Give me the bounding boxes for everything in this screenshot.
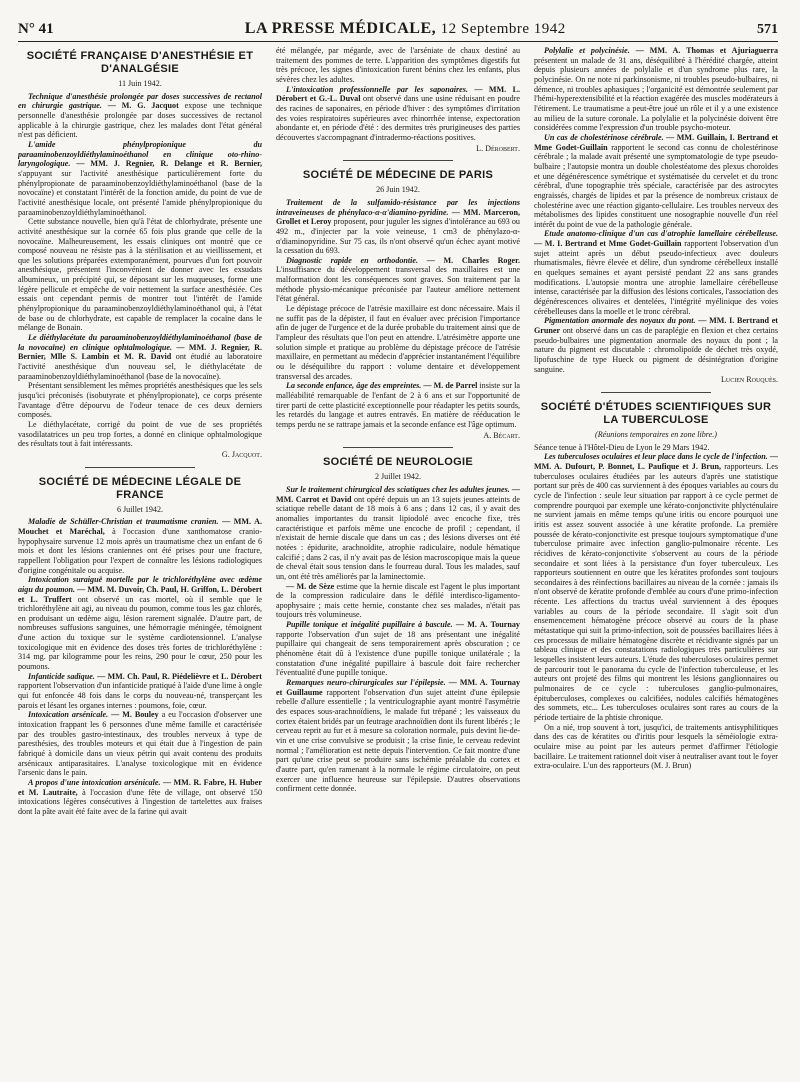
signature: A. Bécart. (483, 430, 520, 440)
paragraph (18, 778, 262, 817)
paragraph (276, 582, 520, 621)
authors: — M. Bouley (108, 710, 159, 720)
paragraph (534, 443, 778, 453)
authors: — MM. A. Dufourt, P. Bonnet, L. Paufique et J. Brun, (534, 452, 778, 471)
paragraph (276, 304, 520, 381)
section-divider (343, 447, 453, 448)
journal-title (245, 20, 566, 38)
communication-title: Pigmentation anormale des noyaux du pont. (544, 316, 696, 326)
communication-title: Un cas de cholestérinose cérébrale. (544, 132, 664, 142)
paragraph-text: expose une technique personnelle d'anesthésie prolongée par doses successives de rectanol applicable à la chirurgie gastrique, chez les malades dont l'état général n'est pas déficient. (18, 101, 262, 140)
paragraph-text: insiste sur la malléabilité remarquable de l'enfant de 2 à 6 ans et sur l'opportunité de tirer parti de cette plasticité exceptionnelle pour réadapter les petits sourds, les retardés du langage et autres entravés. En matière de rééducation le temps perdu ne se rattrape jamais et la seconde enfance est l'âge optimum. (276, 381, 520, 429)
communication-title: A propos d'une intoxication arsénicale. (28, 777, 161, 787)
communication-title: Technique d'anesthésie prolongée par doses successives de rectanol en chirurgie gastrique. (18, 91, 262, 111)
authors: — M. de Parrel (421, 381, 478, 391)
authors: — MM. M. Duvoir, Ch. Paul, H. Griffon, L. Dérobert et L. Truffert (18, 584, 262, 604)
session-note: (Réunions temporaires en zone libre.) (595, 429, 717, 439)
paragraph (18, 92, 262, 140)
session-date: 11 Juin 1942. (118, 79, 162, 88)
communication-title: Infanticide sadique. (28, 671, 95, 681)
column-1 (18, 46, 262, 1076)
paragraph (18, 420, 262, 449)
communication-title: Traitement de la sulfamido-résistance par les injections intraveineuses de phénylaco-α-α'diamino-pyridine. (276, 197, 520, 217)
paragraph-text: ont opéré depuis un an 13 sujets jeunes atteints de sciatique rebelle datant de 18 mois à 6 ans ; dans 12 cas, il y avait des anomalies importantes du transit lipiodolé avec encoche fixe, très caractéristique et parfois même une encoche de profil ; cependant, il n'existait de hernie discale que dans un cas ; des lésions diverses ont été notées : épidurite, arachnoïdite, atrophie radiculaire, nodule hématique calcifié ; dans 2 cas, il n'y avait pas de lésion macroscopique mais la queue de cheval était sous tension dans le fourreau dural. Tous les malades, sauf un, ont été très améliorés par la laminectomie. (276, 494, 520, 581)
paragraph (18, 710, 262, 778)
paragraph (534, 46, 778, 133)
paragraph (276, 85, 520, 143)
paragraph-text: estime que la hernie discale est l'agent le plus important de la compression radiculaire dans le défilé interdisco-ligamento-apophysaire ; mais cette hernie, constante chez ses malades, n'était pas toujours très volumineuse. (276, 581, 520, 620)
communication-title: Le diéthylacétate du paraaminobenzoyldiéthylaminoéthanol (base de la novocaïne) en clinique ophtalmologique. (18, 333, 262, 352)
paragraph (18, 517, 262, 575)
section-divider (343, 160, 453, 161)
paragraph (534, 452, 778, 722)
signature: L. Dérobert. (476, 143, 520, 153)
session-date: 6 Juillet 1942. (116, 504, 164, 514)
communication-title: Pupille tonique et inégalité pupillaire à bascule. (286, 620, 453, 630)
paragraph-text: L'insuffisance du développement transversal des maxillaires est une malformation dont les conséquences sont graves. Son traitement par la méthode physio-mécanique préconisée par l'auteur améliore nettement l'état général. (276, 265, 520, 304)
paragraph (18, 333, 262, 381)
paragraph (18, 381, 262, 420)
authors: — MM. L. Dérobert et G.-L. Duval (276, 84, 520, 104)
column-3 (534, 46, 778, 1076)
authors: — M. G. Jacquot (101, 101, 179, 111)
section-title: SOCIÉTÉ DE NEUROLOGIE (323, 456, 473, 469)
signature: Lucien Rouquès. (720, 375, 778, 385)
paragraph-text: ont observé dans un cas de paraplégie en flexion et chez certains pseudo-bulbaires une pigmentation anormale des noyaux du pont ; la nature du pigment est discutable : chromolipoïde de déchet très oxydé, lipofuschine de type Hueck ou pigment de désintégration d'origine sanguine. (534, 326, 778, 374)
paragraph-text: Cette substance nouvelle, bien qu'à l'état de chlorhydrate, présente une activité anesthésique sur la cornée 65 fois plus grande que celle de la novocaïne. Malheureusement, les essais cliniques ont montré que ce composé nouveau ne résiste pas à la stérilisation et au vieillissement, et que les solutions préparées extemporanément, pourvues d'un fort pouvoir anesthésique, présentent l'inconvénient de donner avec les exsudats albumineux, un précipité qui, se déposant sur les muqueuses, forme une légère pellicule et empêche de voir nettement la surface anesthésiée. Ces essais ont cependant permis de montrer tout l'intérêt de l'amide phénylpropionique du paraaminobenzoyldiéthylaminoéthanol qui, à l'état de base ou de chlorhydrate, est capable de remplacer la cocaïne dans le mélange de Bonain. (18, 217, 262, 333)
communication-title: Polylalie et polycinésie. (544, 46, 630, 55)
paragraph-text: Le diéthylacétate, corrigé du point de vue de ses propriétés vasodilatatrices un peu trop fortes, a donné en clinique ophtalmologique des résultats tout à fait intéressants. (18, 419, 262, 449)
paragraph-text: à l'occasion d'une xanthomatose cranio-hypophysaire survenue 12 mois après un traumatisme chez un enfant de 6 mois et dont les lésions craniennes ont été prises pour une fracture, rappellent l'obligation pour l'expert de connaître les lésions radiologiques d'origine congénitale ou acquise. (18, 526, 262, 575)
communication-title: Les tuberculoses oculaires et leur place dans le cycle de l'infection. (544, 452, 768, 462)
authors: — MM. Marceron, Grollet et Leroy (276, 207, 520, 227)
authors: — MM. R. Fabre, H. Huber et M. Lautraite, (18, 777, 262, 797)
paragraph (18, 672, 262, 711)
paragraph-text: rapporte l'observation d'un sujet de 18 ans présentant une inégalité pupillaire qui changeait de sens temporairement après obscuration ; ce phénomène était dû à l'existence d'une pupille tonique unilatérale ; la constatation d'une inégalité pupillaire à bascule doit faire rechercher l'éventualité d'une pupille tonique. (276, 629, 520, 678)
paragraph-text: ont observé dans une usine réduisant en poudre des racines de saponaires, en période d'hiver : des symptômes d'irritation des voies respiratoires supérieures avec rhinorrhée intense, expectoration abondante et, en période d'été : des dermites très prurigineuses des parties découvertes s'accompagnant d'intradermo-réactions positives. (276, 94, 520, 142)
paragraph (18, 217, 262, 333)
paragraph-text: rapporteurs. Les tuberculoses oculaires étudiées par les auteurs d'après une statistique portant sur près de 400 cas surviennent à des époques variables au cours du cycle de l'infection : seule leur situation par rapport à ce cycle permet de comprendre pourquoi par exemple une kérato-conjonctivite phlycténulaire ne survient jamais en même temps qu'une iritis ou encore pourquoi une iritis est assez souvent associée à une kératite profonde. La première poussée de kérato-conjonctivite est presque toujours symptomatique d'une tuberculose primaire avec infection ganglio-pulmonaire récente. Les récidives de kérato-conjonctivite s'observent au cours de la période secondaire et sont liées à la persistance d'un foyer tuberculeux. Les rapporteurs soutiennent en outre que les kératites profondes sont toujours secondaires à des réinfections bacillaires au niveau de la cornée : jamais ils n'ont observé de kératite profonde d'emblée au cours d'une primo-infection récente. Les affections du tractus uvéal surviennent à des époques variables au cours de la période secondaire. Il s'agit soit d'un ensemencement hématogène précoce observé au cours de la phase métastatique qui suit la primo-infection, soit de poussées bacillaires liées à ces processus de miliaire hématogène discrète et récidivante signés par un tableau clinique et des constatations radiologiques très particulières sur lesquelles insistent leurs auteurs. L'étude des tuberculoses oculaires permet de parcourir tout le panorama du cycle de l'infection tuberculeuse, et les auteurs ont projeté des films qui montrent les lésions ganglionnaires ou pulmonaires de ce cycle : tuberculoses ganglio-pulmonaires, épituberculoses, complexes ou calcifiées, nodules calcifiés hématogènes des sommets, etc... Les tuberculoses oculaires sont rares au cours de la période tertiaire de la phtisie chronique. (534, 461, 778, 722)
paragraph-text: s'appuyant sur l'activité anesthésique particulièrement forte du phénylpropionate de paraaminobenzoyldiéthylaminoéthanol (base de la novocaïne) et constatant l'intérêt de la fonction amide, du point de vue de l'activité anesthésique locale, ont présenté l'amide phénylpropionique du paraaminobenzoyldiéthylaminoéthanol. (18, 168, 262, 217)
paragraph-text: rapportent l'observation d'un sujet atteint après un début pseudo-infectieux avec douleurs rhumatismales, fièvre élevée et délire, d'un syndrome cérébelleux installé en quelques semaines et ayant persisté pendant 22 ans sans grandes modifications. L'autopsie montra une atrophie lamellaire cérébelleuse intense, caractérisée par la diffusion des lésions corticales, l'association des dégénérescences olivaires et dentelées, l'intégrité myélinique des voies cérébelleuses dans la moelle et le tronc cérébral. (534, 239, 778, 316)
paragraph-text: Le dépistage précoce de l'atrésie maxillaire est donc nécessaire. Mais il ne suffit pas de la dépister, il faut en évaluer avec précision l'importance afin de juger de l'urgence et de la durée probable du traitement ainsi que de l'ampleur des résultats que l'on peut en attendre. L'atrésimètre apporte une solution simple et pratique au problème du dépistage précoce de l'atrésie maxillaire, en permettant au médecin d'apprécier instantanément l'équilibre ou le déséquilibre du rapport : volume dentaire et développement transversal des arcades. (276, 304, 520, 381)
paragraph (18, 140, 262, 217)
paragraph (276, 46, 520, 85)
authors: — M. de Sèze (286, 581, 335, 591)
communication-title: Diagnostic rapide en orthodontie. (286, 255, 419, 265)
session-date: 2 Juillet 1942. (374, 472, 422, 482)
communication-title: Etude anatomo-clinique d'un cas d'atrophie lamellaire cérébelleuse. (544, 229, 778, 239)
page-number: 571 (756, 22, 778, 37)
paragraph-text: ont étudié au laboratoire l'activité anesthésique d'un nouveau sel, le diéthylacétate de paraaminobenzoyldiéthylaminoéthanol (base de la novocaïne). (18, 352, 262, 381)
paragraph-text: ont observé un cas mortel, où il semble que le trichloréthylène ait agi, au niveau du poumon, comme tous les gaz chlorés, en produisant un œdème aigu, lésion rarement signalée. D'autre part, de nombreuses suffusions sanguines, une hémorragie méningée, témoignent d'une action du toxique sur le système cardiotensionnel. L'analyse toxicologique mit en évidence des doses très fortes de trichloréthylène : 314 mg. par kilogramme pour les reins, 290 pour le cœur, 250 pour les poumons. (18, 594, 262, 672)
section-divider (601, 392, 711, 393)
authors: — MM. Ch. Paul, R. Piédelièvre et L. Dérobert (94, 671, 262, 681)
paragraph-text: été mélangée, par mégarde, avec de l'arséniate de chaux destiné au traitement des pommes de terre. L'apparition des symptômes digestifs fut très précoce, les signes d'intoxication furent bénins chez les enfants, plus sévères chez les adultes. (276, 46, 520, 84)
section-title: SOCIÉTÉ DE MÉDECINE DE PARIS (302, 169, 494, 182)
paragraph-text: a eu l'occasion d'observer une intoxication frappant les 6 personnes d'une même famille et caractérisée par des troubles gastro-intestinaux, des troubles nerveux à type de paresthésies, des troubles moteurs et qui était due à l'ingestion de pain fabriqué à domicile dans un vieux pétrin qui avait contenu des produits arsénicaux antiparasitaires. L'analyse toxicologique mit en évidence l'arsenic dans le pain. (18, 710, 262, 778)
authors: — MM. J. Regnier, R. Bernier, Mlle S. Lambin et M. R. David (18, 342, 262, 362)
paragraph-text: rapportent le second cas connu de cholestérinose cérébrale ; la malade avait présenté une symptomatologie de type pseudo-bulbaire ; l'autopsie montra un double cholestéatome des plexus choroïdes et une dégénérescence symétrique et systématisée du cervelet et du tronc cérébral, d'une topographie très spéciale, caractérisée par des astrocytes engraissés, chargés de lipides et par la présence de nombreux cristaux de cholestérine avec une réaction giganto-cellulaire. Les troubles nerveux des métabolismes des lipides constituent une nosographie nouvelle d'un réel intérêt du point de vue de la pathologie générale. (534, 142, 778, 229)
paragraph-text: présentent un malade de 31 ans, déséquilibré à l'hérédité chargée, atteint depuis plusieurs années de polylalie et d'un syndrome plus rare, la polycinésie. On ne note ni parkinsonisme, ni troubles pseudo-bulbaires, ni démence, ni troubles aphasiques ; l'organicité est démontrée seulement par l'hémi-hyperextensibilité et la réaction exagérée des muscles modérateurs à l'étirement. Le traumatisme a peut-être joué un rôle et il y a une existence au milieu de la suture coronale. La polylalie et la polycinésie doivent être considérées comme l'expression d'un trouble psycho-moteur. (534, 55, 778, 133)
session-date: 26 Juin 1942. (376, 185, 420, 195)
paragraph (534, 229, 778, 316)
paragraph-text: Présentant sensiblement les mêmes propriétés anesthésiques que les sels jusqu'ici préconisés (isobutyrate et phénylpropionate), ce corps présente l'avantage d'être dépourvu de l'odeur tenace de ces deux derniers composés. (18, 381, 262, 420)
communication-title: Intoxication suraiguë mortelle par le trichloréthylène avec œdème aigu du poumon. (18, 575, 262, 594)
paragraph (18, 575, 262, 672)
paragraph-text: proposent, pour juguler les signes d'intolérance au 693 ou 492 m., d'injecter par la voie veineuse, 1 cm3 de phénylazo-α-α'diaminopyridine. Sur 75 cas, ils n'ont observé qu'un échec ayant motivé la cessation du 693. (276, 217, 520, 256)
paragraph-text: Séance tenue à l'Hôtel-Dieu de Lyon le 29 Mars 1942. (534, 442, 710, 452)
signature: G. Jacquot. (221, 449, 262, 459)
authors: — MM. A. Tournay et Guillaume (276, 678, 520, 697)
article-columns (18, 46, 778, 1076)
paragraph (276, 198, 520, 256)
authors: — MM. Guillain, I. Bertrand et Mme Godet-Guillain (534, 132, 778, 152)
authors: — M. Charles Roger. (418, 255, 520, 265)
column-2 (276, 46, 520, 1076)
paragraph-text: à l'occasion d'une fête de village, ont observé 150 intoxications légères consécutives à l'ingestion de tartelettes aux fraises dont la pâte avait été faite avec de la farine qui avait (18, 787, 262, 816)
section-title: SOCIÉTÉ D'ÉTUDES SCIENTIFIQUES SUR LA TUBERCULOSE (540, 400, 772, 426)
communication-title: Sur le traitement chirurgical des sciatiques chez les adultes jeunes. (286, 484, 510, 494)
communication-title: Intoxication arsénicale. (28, 710, 109, 720)
section-title: SOCIÉTÉ FRANÇAISE D'ANESTHÉSIE ET D'ANALGÉSIE (26, 50, 254, 75)
authors: — M. I. Bertrand et Mme Godet-Guillain (534, 239, 682, 249)
communication-title: Remarques neuro-chirurgicales sur l'épilepsie. (286, 678, 446, 688)
paragraph (534, 133, 778, 230)
paragraph (276, 381, 520, 429)
section-divider (85, 467, 195, 468)
authors: — M. A. Tournay (452, 620, 520, 630)
communication-title: La seconde enfance, âge des empreintes. (286, 381, 422, 391)
page-header (18, 12, 778, 42)
journal-name: LA PRESSE MÉDICALE, (244, 20, 437, 37)
authors: — MM. A. Mouchet et Maréchal, (18, 517, 262, 536)
paragraph-text: On a nié, trop souvent à tort, jusqu'ici, de traitements antisyphilitiques dans des cas de kératites ou d'iritis pour lesquels la séméiologie extra-oculaire mise au point par les auteurs permet d'affirmer l'étiologie bacillaire. Le traitement rationnel doit viser à neutraliser avant tout le foyer extra-oculaire. L'un des rapporteurs (M. J. Brun) (534, 722, 778, 771)
section-title: SOCIÉTÉ DE MÉDECINE LÉGALE DE FRANCE (38, 475, 242, 501)
paragraph (534, 316, 778, 374)
authors: — MM. A. Thomas et Ajuriaguerra (629, 46, 778, 55)
paragraph (534, 723, 778, 771)
paragraph (276, 256, 520, 304)
communication-title: L'amide phénylpropionique du paraaminobenzoyldiéthylaminoéthanol en clinique oto-rhino-laryngologique. (18, 139, 262, 169)
authors: — MM. Carrot et David (276, 484, 520, 504)
authors: — MM. I. Bertrand et Gruner (534, 316, 778, 336)
communication-title: Maladie de Schüller-Christian et traumatisme cranien. (28, 517, 219, 527)
paragraph (276, 485, 520, 582)
paragraph (276, 678, 520, 794)
authors: — MM. J. Regnier, R. Delange et R. Bernier, (70, 159, 262, 169)
communication-title: L'intoxication professionnelle par les saponaires. (286, 84, 468, 94)
issue-number: N° 41 (18, 21, 54, 37)
paragraph-text: rapportent l'observation d'un sujet atteint d'une épilepsie rebelle d'allure essentielle ; la ventriculographie ayant montré l'asymétrie des espaces sous-arachnoïdiens, le malade fut trépané ; les vaisseaux du cortex étaient bridés par un feutrage arachnoïdien dont ils furent libérés ; le cerveau reprit au fur et à mesure sa coloration normale, puis devint lie-de-vin et une crise convulsive se produisit ; la crise finie, le cerveau redevint normal ; l'amélioration est nette depuis l'intervention. Ce fait montre d'une part qu'une crise peut se produire sans ischémie préalable du cortex et d'autre part, qu'en ramenant à la normale le régime circulatoire, on peut exercer une influence heureuse sur l'épilepsie. D'autres observations confirment cette donnée. (276, 687, 520, 794)
paragraph-text: rapportent l'observation d'un infanticide pratiqué à l'aide d'une lime à ongle qui fut enfoncée 48 fois dans le corps du nouveau-né, transperçant les parois et lésant les organes internes : poumons, foie, cœur. (18, 681, 262, 710)
paragraph (276, 620, 520, 678)
issue-date: 12 Septembre 1942 (440, 21, 566, 37)
